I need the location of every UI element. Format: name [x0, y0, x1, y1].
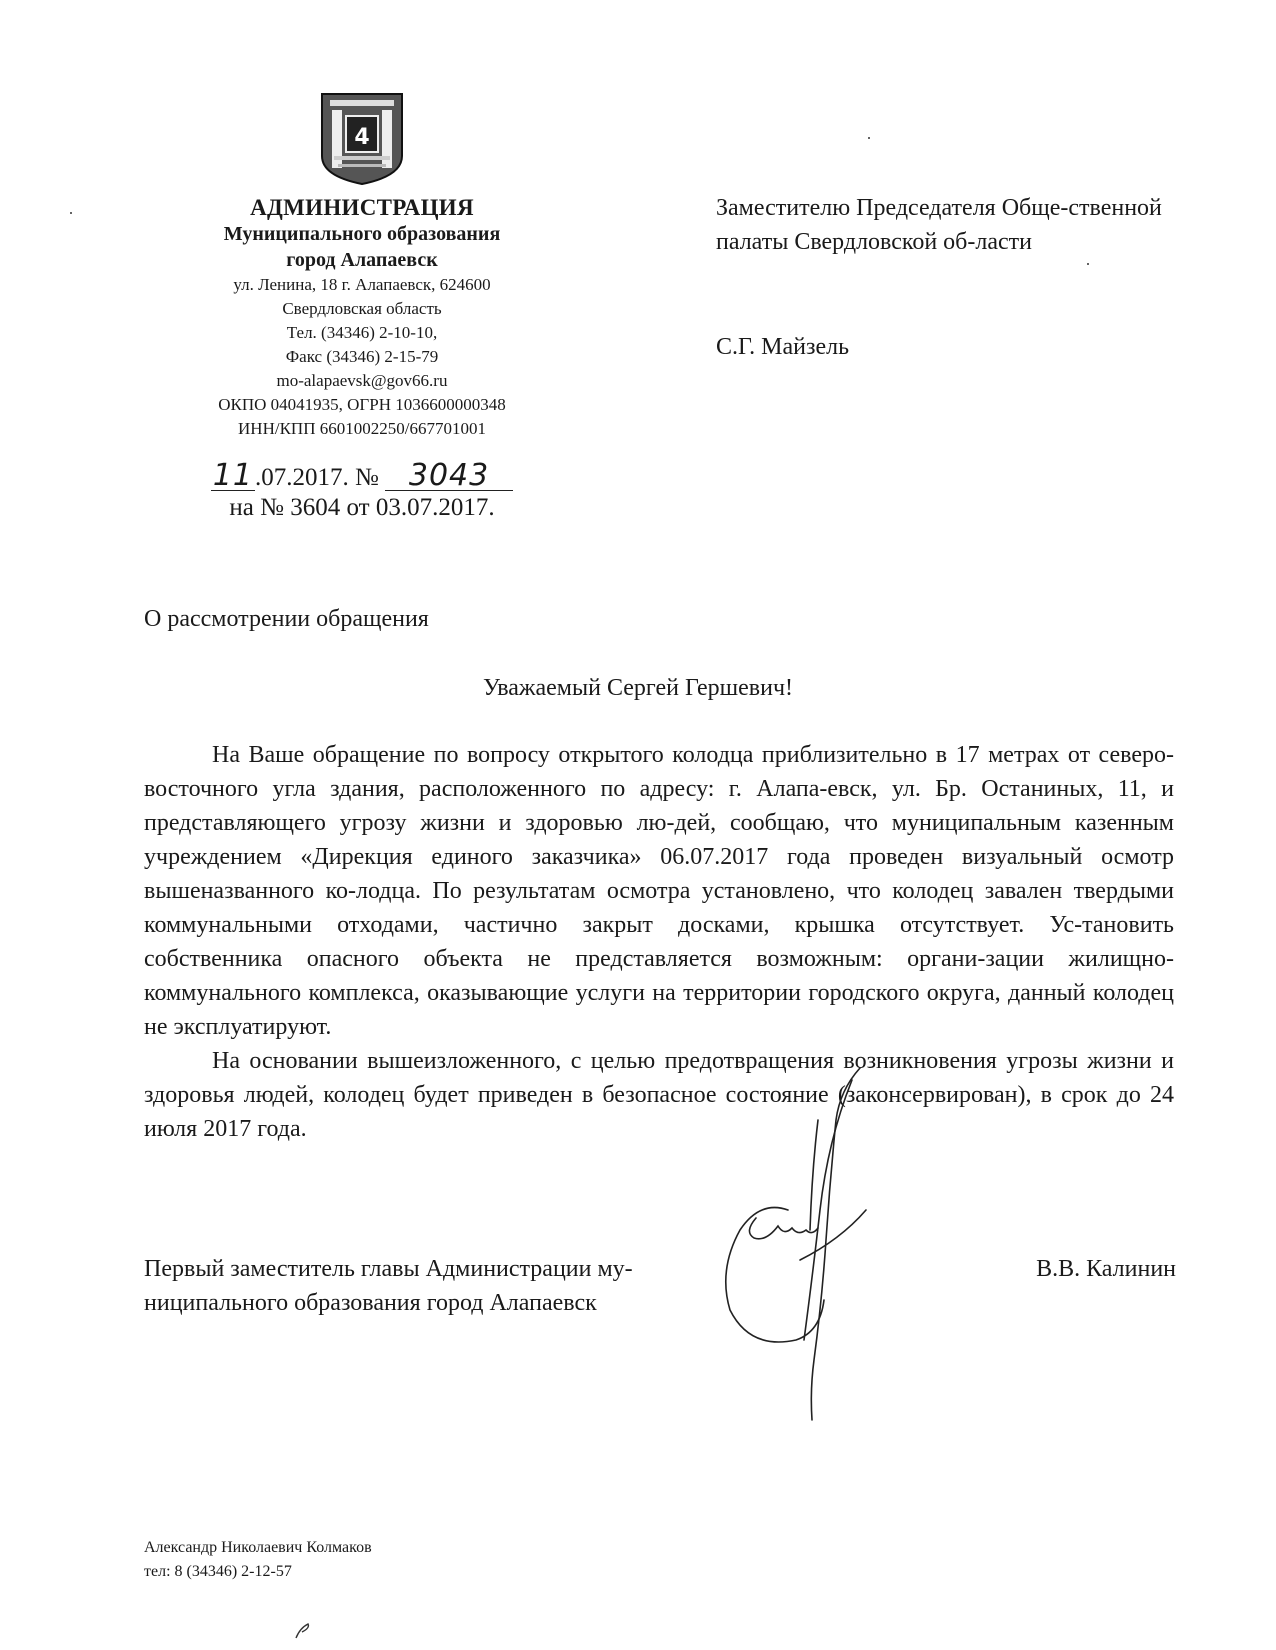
signatory-name: В.В. Калинин	[1036, 1256, 1176, 1282]
registration-number: 3043	[385, 462, 513, 491]
scan-speck	[868, 137, 870, 139]
signatory-position: Первый заместитель главы Администрации му-ниципального образования город Алапаевск	[144, 1256, 633, 1316]
registration-line	[170, 458, 554, 493]
org-email: mo-alapaevsk@gov66.ru	[276, 371, 448, 390]
registration-date: .07.2017. №	[254, 464, 379, 491]
registration-day: 11	[212, 458, 254, 493]
addressee-name: С.Г. Майзель	[716, 334, 850, 360]
reply-reference: на № 3604 от 03.07.2017.	[229, 494, 495, 521]
svg-text:4: 4	[354, 125, 370, 150]
org-title: АДМИНИСТРАЦИЯ	[250, 195, 474, 220]
addressee-position: Заместителю Председателя Обще-ственной палаты Свердловской об-ласти	[716, 195, 1162, 255]
letter-subject: О рассмотрении обращения	[144, 606, 429, 632]
org-inn: ИНН/КПП 6601002250/667701001	[238, 419, 486, 438]
scan-speck	[70, 212, 72, 214]
org-phone: Тел. (34346) 2-10-10,	[286, 323, 438, 342]
organization-header	[170, 194, 554, 441]
org-okpo: ОКПО 04041935, ОГРН 1036600000348	[218, 395, 506, 414]
body-paragraph-1: На Ваше обращение по вопросу открытого колодца приблизительно в 17 метрах от северо-восточного угла здания, расположенного по адресу: г. Алапа-евск, ул. Бр. Останиных, 11, и представляющего угрозу жизни и здоровью лю-дей, сообщаю, что муниципальным казенным учреждением «Дирекция единого заказчика» 06.07.2017 года проведен визуальный осмотр вышеназванного ко-лодца. По результатам осмотра установлено, что колодец завален твердыми коммунальными отходами, частично закрыт досками, крышка отсутствует. Ус-тановить собственника опасного объекта не представляется возможным: органи-зации жилищно-коммунального комплекса, оказывающие услуги на территории городского округа, данный колодец не эксплуатируют.	[144, 742, 1174, 1040]
org-fax: Факс (34346) 2-15-79	[285, 347, 439, 366]
executor-block	[144, 1536, 372, 1584]
org-city: город Алапаевск	[286, 249, 438, 271]
registration-block	[170, 458, 554, 523]
handwritten-signature	[700, 1060, 880, 1430]
letter-greeting: Уважаемый Сергей Гершевич!	[482, 675, 794, 701]
page-mark	[292, 1620, 314, 1640]
body-paragraph-2: На основании вышеизложенного, с целью предотвращения возникновения угрозы жизни и здоровья людей, колодец будет приведен в безопасное состояние (законсервирован), в срок до 24 июля 2017 года.	[144, 1048, 1174, 1142]
executor-name: Александр Николаевич Колмаков	[144, 1539, 372, 1556]
executor-phone: тел: 8 (34346) 2-12-57	[144, 1563, 292, 1580]
org-region: Свердловская область	[282, 299, 442, 318]
org-address: ул. Ленина, 18 г. Алапаевск, 624600	[233, 275, 491, 294]
coat-of-arms-icon	[318, 92, 406, 186]
scan-speck	[1087, 263, 1089, 265]
letter-body	[144, 738, 1174, 1146]
org-subtitle: Муниципального образования	[223, 223, 501, 245]
